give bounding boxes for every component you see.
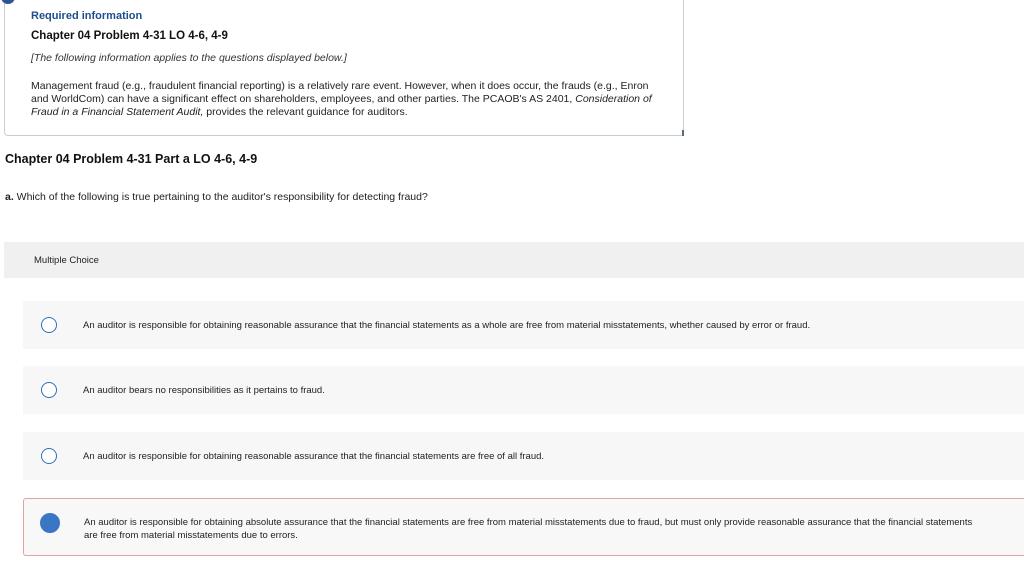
question-body: Which of the following is true pertaining to the auditor's responsibility for detecting fraud? xyxy=(13,191,428,203)
multiple-choice-label: Multiple Choice xyxy=(34,255,99,266)
applies-note: [The following information applies to the questions displayed below.] xyxy=(31,52,347,64)
info-paragraph xyxy=(31,80,661,119)
choice-option-2[interactable] xyxy=(23,366,1024,414)
info-paragraph-citation: Consideration of Fraud in a Financial Statement Audit, xyxy=(31,93,652,118)
choice-option-text: An auditor is responsible for obtaining absolute assurance that the financial statements are free from material misstatements due to fraud, but must only provide reasonable assurance that the financial statements are free from material misstatements due to errors. xyxy=(84,517,973,541)
chapter-title: Chapter 04 Problem 4-31 LO 4-6, 4-9 xyxy=(31,30,228,42)
choice-option-text: An auditor bears no responsibilities as it pertains to fraud. xyxy=(83,385,325,396)
choice-option-1[interactable] xyxy=(23,301,1024,349)
info-paragraph-tail: provides the relevant guidance for auditors. xyxy=(203,106,408,118)
part-title: Chapter 04 Problem 4-31 Part a LO 4-6, 4-9 xyxy=(5,152,258,166)
choice-option-text: An auditor is responsible for obtaining reasonable assurance that the financial statements as a whole are free from material misstatements, whether caused by error or fraud. xyxy=(83,320,811,331)
required-information-label: Required information xyxy=(31,10,143,22)
question-prefix: a. xyxy=(5,191,14,203)
choice-option-3[interactable] xyxy=(23,432,1024,480)
choice-option-text: An auditor is responsible for obtaining reasonable assurance that the financial statements are free of all fraud. xyxy=(83,451,545,462)
radio-button-selected-icon[interactable] xyxy=(40,513,60,533)
choice-option-4[interactable] xyxy=(23,498,1024,556)
question-text xyxy=(5,191,428,203)
radio-button-icon[interactable] xyxy=(41,382,57,398)
step-indicator-icon xyxy=(1,0,15,4)
radio-button-icon[interactable] xyxy=(41,448,57,464)
radio-button-icon[interactable] xyxy=(41,317,57,333)
multiple-choice-header xyxy=(4,242,1024,278)
info-paragraph-lead: Management fraud (e.g., fraudulent financial reporting) is a relatively rare event. However, when it does occur, the frauds (e.g., Enron and WorldCom) can have a significant effect on shareholders, employees, and other parties. The PCAOB's AS 2401, xyxy=(31,80,649,105)
